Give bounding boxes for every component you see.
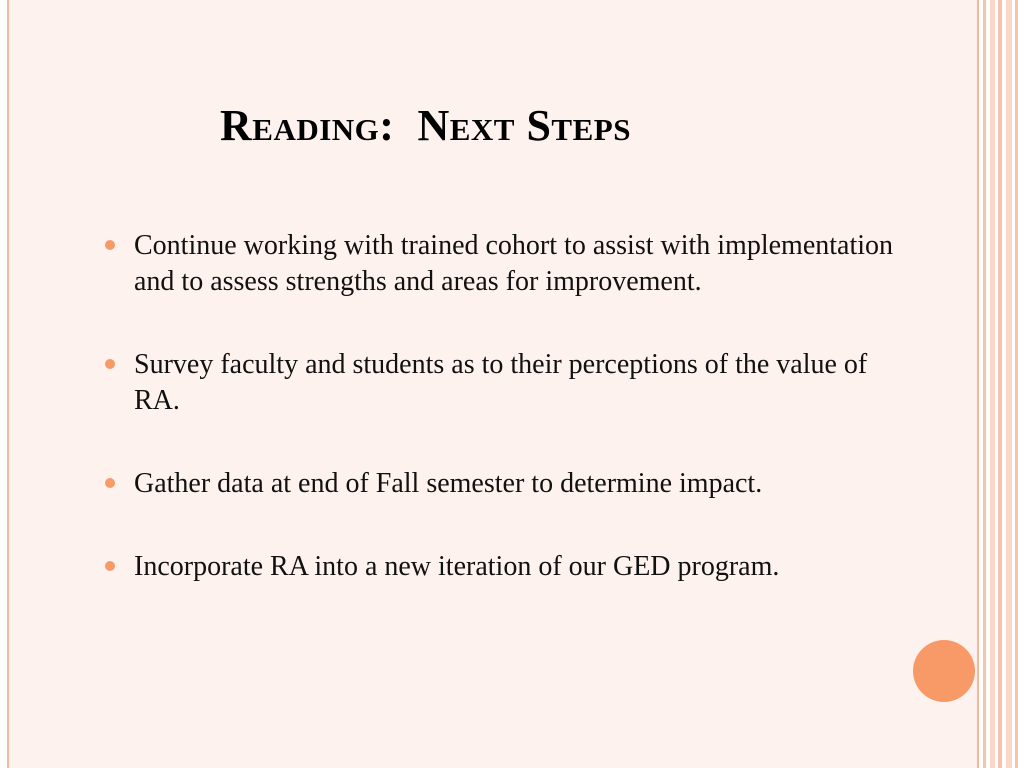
bullet-item — [105, 228, 895, 300]
bullet-dot-icon — [105, 561, 115, 571]
bullet-dot-icon — [105, 359, 115, 369]
bullet-item — [105, 466, 895, 502]
decorative-stripe — [990, 0, 995, 768]
bullet-item — [105, 549, 895, 585]
bullet-text: Continue working with trained cohort to assist with implementation and to assess strengths and areas for improvement. — [134, 230, 894, 297]
decorative-stripe — [1006, 0, 1012, 768]
bullet-item — [105, 347, 895, 419]
slide-title: Reading: Next Steps — [220, 101, 631, 150]
bullet-dot-icon — [105, 478, 115, 488]
bullet-text: Incorporate RA into a new iteration of our GED program. — [134, 551, 780, 582]
decorative-stripe — [1015, 0, 1018, 768]
decorative-stripe — [983, 0, 986, 768]
bullet-list — [105, 228, 895, 632]
bullet-text: Gather data at end of Fall semester to determine impact. — [134, 468, 763, 499]
bullet-dot-icon — [105, 240, 115, 250]
decorative-stripe — [998, 0, 1002, 768]
decorative-circle-icon — [913, 640, 975, 702]
bullet-text: Survey faculty and students as to their perceptions of the value of RA. — [134, 349, 868, 416]
